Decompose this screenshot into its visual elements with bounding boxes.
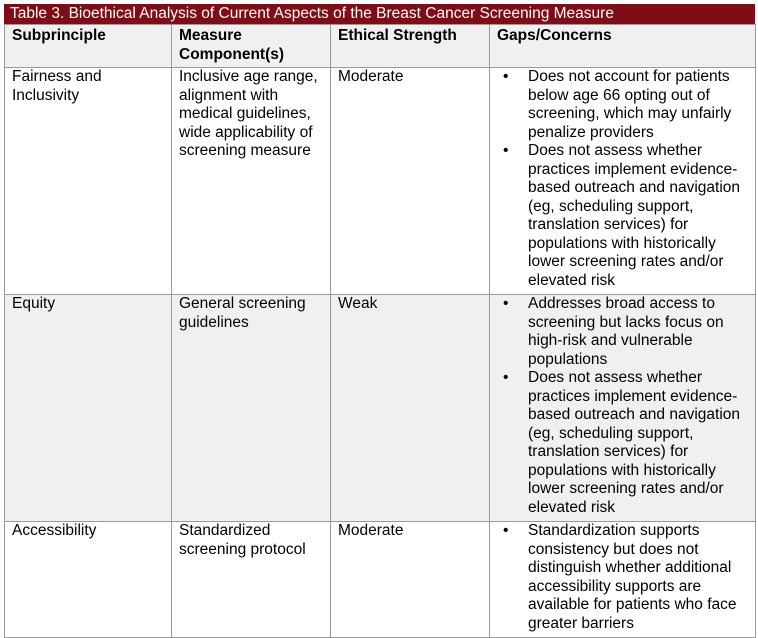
cell-subprinciple: Fairness and Inclusivity	[5, 68, 172, 295]
gap-item: • Does not assess whether practices implement evidence-based outreach and navigation (eg, scheduling support, translation services) for populations with historically lower screening rates and/or elevated risk	[497, 369, 751, 517]
gap-item: • Does not assess whether practices implement evidence-based outreach and navigation (eg, scheduling support, translation services) for populations with historically lower screening rates and/or elevated risk	[497, 142, 751, 290]
cell-strength: Moderate	[331, 68, 490, 295]
cell-gaps	[490, 68, 756, 295]
table-row	[5, 295, 756, 522]
header-measure-components: Measure Component(s)	[172, 25, 331, 68]
gaps-list	[497, 522, 751, 633]
header-subprinciple: Subprinciple	[5, 25, 172, 68]
cell-component: Inclusive age range, alignment with medical guidelines, wide applicability of screening measure	[172, 68, 331, 295]
cell-component: General screening guidelines	[172, 295, 331, 522]
header-ethical-strength: Ethical Strength	[331, 25, 490, 68]
cell-component: Standardized screening protocol	[172, 522, 331, 638]
gap-item: • Does not account for patients below age 66 opting out of screening, which may unfairly penalize providers	[497, 68, 751, 142]
gap-item: • Addresses broad access to screening but lacks focus on high-risk and vulnerable populations	[497, 295, 751, 369]
cell-gaps	[490, 295, 756, 522]
cell-strength: Moderate	[331, 522, 490, 638]
gap-item: • Standardization supports consistency but does not distinguish whether additional accessibility supports are available for patients who face greater barriers	[497, 522, 751, 633]
cell-subprinciple: Equity	[5, 295, 172, 522]
bioethical-analysis-table	[4, 24, 756, 638]
table-row	[5, 68, 756, 295]
header-row	[5, 25, 756, 68]
table-row	[5, 522, 756, 638]
table-container	[4, 4, 755, 638]
gaps-list	[497, 295, 751, 517]
gaps-list	[497, 68, 751, 290]
cell-strength: Weak	[331, 295, 490, 522]
table-title: Table 3. Bioethical Analysis of Current Aspects of the Breast Cancer Screening Measure	[4, 4, 755, 24]
header-gaps-concerns: Gaps/Concerns	[490, 25, 756, 68]
cell-gaps	[490, 522, 756, 638]
cell-subprinciple: Accessibility	[5, 522, 172, 638]
